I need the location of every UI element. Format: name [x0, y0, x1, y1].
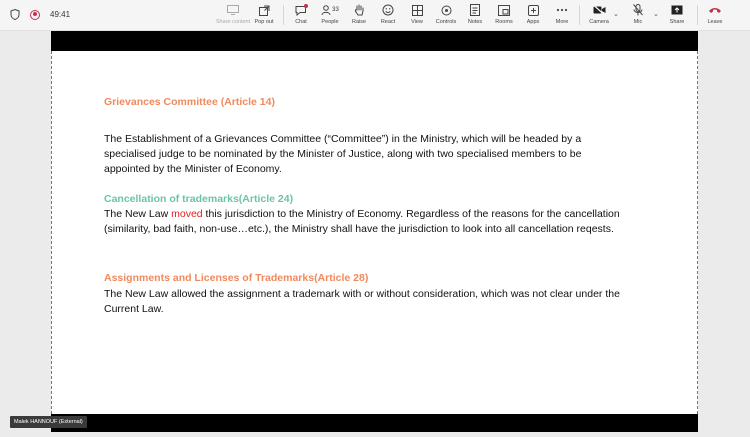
heading-cancellation-of-trademarks: Cancellation of trademarks(Article 24) [104, 193, 294, 205]
raise-hand-button[interactable]: Raise [342, 3, 376, 29]
rooms-icon [498, 3, 510, 17]
controls-button[interactable]: Controls [429, 3, 463, 29]
call-status [10, 9, 70, 20]
presenter-name-tag: Malek HANNOUF (External) [10, 416, 87, 428]
screen-border-left [51, 51, 52, 414]
notes-icon [470, 3, 480, 17]
share-content-icon [227, 3, 239, 17]
react-icon [382, 3, 394, 17]
paragraph-grievances-committee: The Establishment of a Grievances Committee (“Committee”) in the Ministry, which will be headed by a specialised judge to be nominated by the Minister of Justice, along with two specialised members to be appointed by the Minister of Economy. [104, 133, 582, 175]
share-button[interactable]: Share [660, 3, 694, 29]
more-icon [556, 3, 568, 17]
paragraph-assignments-and-licenses: The New Law allowed the assignment a trademark with or without consideration, which was not clear under the Current Law. [104, 288, 620, 315]
shared-screen [51, 31, 698, 432]
apps-icon [528, 3, 539, 17]
leave-button[interactable]: Leave [698, 3, 732, 29]
screen-border-right [697, 51, 698, 414]
mic-off-icon [633, 3, 643, 17]
react-button[interactable]: React [371, 3, 405, 29]
people-icon [321, 5, 331, 16]
highlighted-word: moved [171, 208, 203, 220]
paragraph-cancellation-of-trademarks [104, 207, 624, 237]
paragraph-cancellation-text-end: this jurisdiction to the Ministry of Economy. Regardless of the reasons for the cancellation (similarity, bad faith, non-use…etc.), the Ministry shall have the jurisdiction to look into all cancellation reqests. [104, 208, 620, 235]
view-button[interactable]: View [400, 3, 434, 29]
camera-options-chevron-icon[interactable]: ⌄ [613, 11, 619, 18]
heading-grievances-committee: Grievances Committee (Article 14) [104, 96, 275, 108]
controls-icon [441, 3, 452, 17]
toolbar-separator [579, 5, 580, 25]
camera-button[interactable]: Camera [582, 3, 616, 29]
rooms-button[interactable]: Rooms [487, 3, 521, 29]
letterbox-top [51, 31, 698, 51]
people-button[interactable]: 33 People [313, 3, 347, 29]
chat-button[interactable]: Chat [284, 3, 318, 29]
call-timer: 49:41 [50, 10, 71, 19]
paragraph-cancellation-text-start: The New Law [104, 208, 172, 220]
shield-icon [10, 9, 20, 20]
meeting-toolbar [0, 0, 750, 31]
record-icon [30, 10, 40, 20]
raise-hand-icon [354, 3, 365, 17]
share-content-button[interactable]: Share content [215, 3, 251, 29]
letterbox-bottom [51, 414, 698, 432]
mic-options-chevron-icon[interactable]: ⌄ [653, 11, 659, 18]
view-icon [412, 3, 423, 17]
heading-assignments-and-licenses: Assignments and Licenses of Trademarks(Article 28) [104, 272, 369, 284]
apps-button[interactable]: Apps [516, 3, 550, 29]
mic-button[interactable]: Mic [621, 3, 655, 29]
notes-button[interactable]: Notes [458, 3, 492, 29]
share-icon [671, 3, 683, 17]
people-count: 33 [332, 7, 339, 13]
chat-notification-dot [304, 4, 308, 8]
pop-out-button[interactable]: Pop out [247, 3, 281, 29]
more-button[interactable]: More [545, 3, 579, 29]
camera-icon [593, 3, 606, 17]
leave-phone-icon [708, 3, 722, 17]
pop-out-icon [259, 3, 270, 17]
